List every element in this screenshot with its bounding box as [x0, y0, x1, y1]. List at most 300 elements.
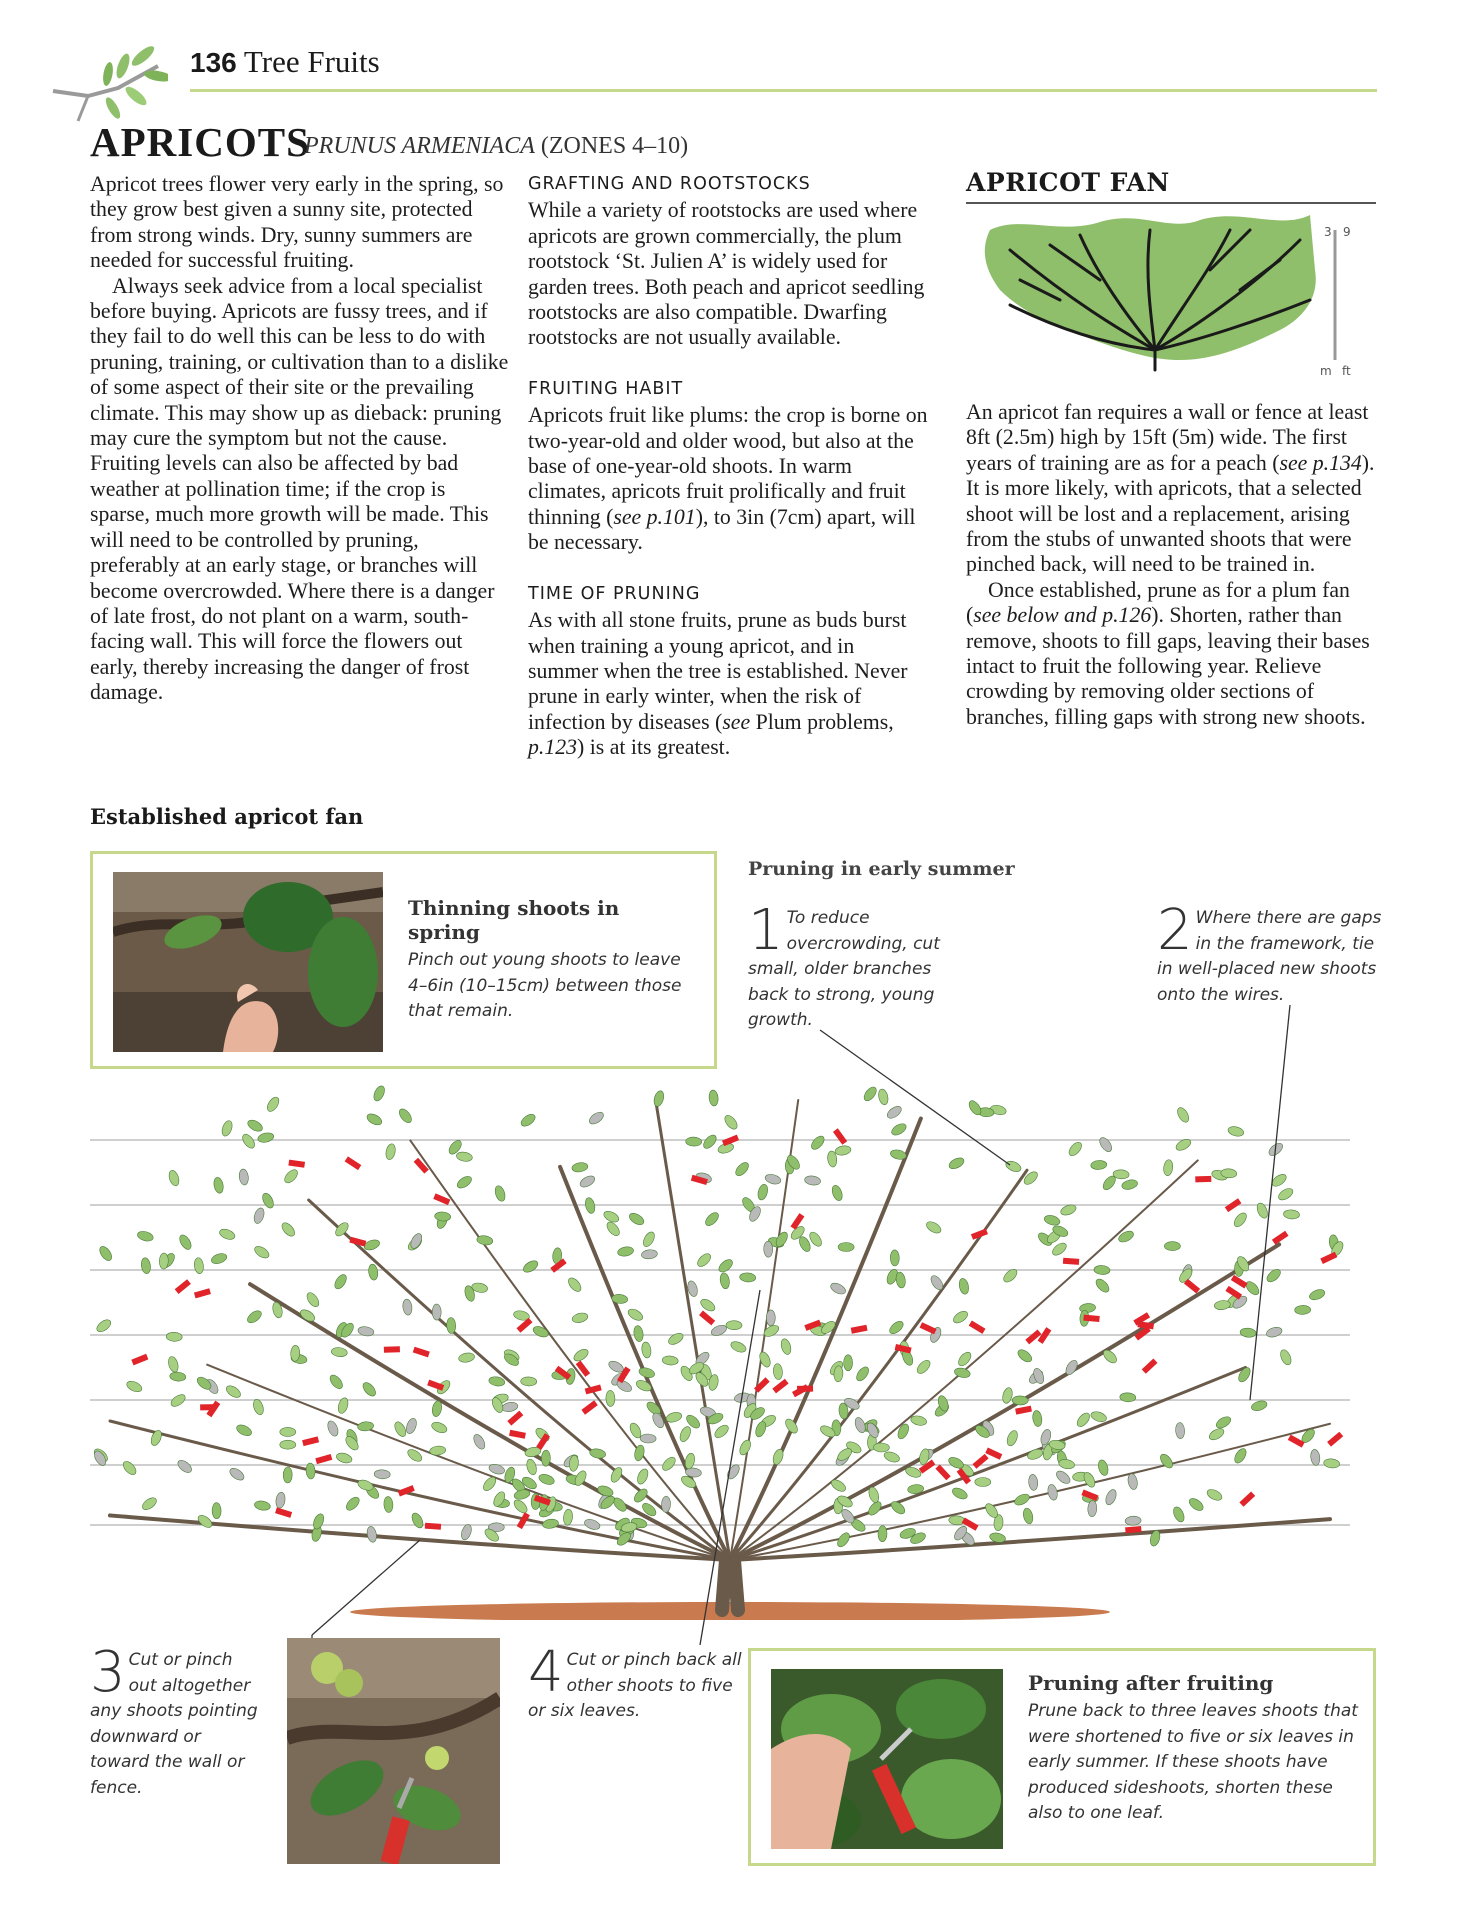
leaf [1050, 1241, 1068, 1258]
leaf [739, 1272, 756, 1282]
leaf [95, 1317, 113, 1334]
cut-mark [576, 1361, 590, 1377]
leaf [652, 1090, 665, 1108]
thinning-box [90, 851, 717, 1069]
step-2-text: Where there are gaps in the framework, tie in well-placed new shoots onto the wires. [1157, 908, 1382, 1005]
leaf [121, 1459, 138, 1477]
leaf [254, 1500, 271, 1512]
leaf [392, 1420, 408, 1438]
leaf [854, 1365, 871, 1383]
cut-mark [414, 1158, 429, 1174]
leaf [756, 1183, 769, 1201]
leaf [885, 1104, 903, 1121]
leaf [1308, 1288, 1326, 1302]
leaf [661, 1496, 671, 1512]
pruning-time-text: As with all stone fruits, prune as buds burst when training a young apricot, and in summer when the tree is established. Never prune in early winter, when the risk of infection by diseases (see Plum problems, p.123) is at its greatest. [528, 608, 908, 760]
leaf [245, 1308, 263, 1325]
fruiting-heading: FRUITING HABIT [528, 378, 684, 399]
cut-mark [969, 1321, 986, 1334]
thinning-photo [113, 872, 383, 1052]
leaf [1232, 1447, 1248, 1465]
leaf [532, 1324, 550, 1339]
leaf [662, 1355, 679, 1365]
leaf [915, 1358, 933, 1376]
branch [560, 1167, 730, 1560]
step-2 [1157, 898, 1382, 1008]
leaf [328, 1373, 345, 1391]
leaf [1295, 1305, 1311, 1315]
leaf [1001, 1387, 1014, 1405]
thinning-text: Pinch out young shoots to leave 4–6in (10–15cm) between those that remain. [408, 950, 682, 1021]
pruning-time-reference: p.123 [528, 735, 578, 760]
leaf [402, 1299, 413, 1316]
leaf [738, 1438, 753, 1456]
practice-column [528, 172, 928, 761]
leaf [1028, 1474, 1039, 1491]
leaf [280, 1440, 296, 1449]
step-1-number: 1 [748, 898, 784, 963]
leaf [460, 1523, 474, 1541]
leaf [773, 1363, 783, 1380]
leaf [627, 1211, 645, 1227]
cut-mark [425, 1523, 441, 1530]
intro-paragraph-2: Always seek advice from a local specialist before buying. Apricots are fussy trees, and if they fail to do well this can be less to do with pruning, training, or cultivation than to a dislike of some aspect of their site or the prevailing climate. This may show up as dieback: pruning may cure the symptom but not the cause. Fruiting levels can also be affected by bad weather at pollination time; if the crop is sparse, much more growth will be made. This will need to be controlled by pruning, preferably at an early stage, or branches will become overcrowded. Where there is a danger of late frost, do not plant on a warm, south-facing wall. This will force the flowers out early, thereby increasing the danger of frost damage. [90, 273, 509, 705]
thinning-title: Thinning shoots in spring [408, 896, 620, 944]
page-header [190, 44, 380, 80]
summer-heading: Pruning in early summer [748, 858, 1015, 880]
leaf [1022, 1507, 1034, 1525]
leaf [166, 1332, 182, 1342]
fan-paragraph-2: Once established, prune as for a plum fan (see below and p.126). Shorten, rather than remove, shoots to fill gaps, leaving their bases intact to fruit the following year. Relieve crowding by removing older sections of branches, filling gaps with strong new shoots. [966, 577, 1370, 729]
leaf [1278, 1348, 1293, 1366]
leaf [240, 1132, 257, 1150]
leaf [228, 1466, 246, 1483]
leaf [1214, 1300, 1231, 1311]
leaf [1232, 1211, 1249, 1229]
zones: (ZONES 4–10) [540, 133, 689, 159]
fruiting-text: Apricots fruit like plums: the crop is borne on two-year-old and older wood, but also at the base of one-year-old shoots. In warm climates, apricots fruit prolifically and fruit thinning (see p.101), to 3in (7cm) apart, will be necessary. [528, 403, 928, 555]
cut-mark [833, 1128, 847, 1144]
step-4-number: 4 [528, 1640, 564, 1705]
after-fruiting-title: Pruning after fruiting [1028, 1671, 1274, 1695]
leaf [430, 1420, 448, 1434]
header-rule [190, 89, 1377, 92]
leaf [368, 1264, 379, 1281]
leaf [212, 1503, 221, 1519]
leaf [809, 1134, 826, 1152]
after-fruiting-box [748, 1648, 1376, 1866]
leaf [877, 1088, 889, 1106]
leaf [372, 1084, 387, 1102]
leaf [1013, 1492, 1031, 1507]
leaf [951, 1309, 969, 1325]
leaf [311, 1512, 325, 1530]
cut-mark [1327, 1432, 1343, 1447]
cut-mark [345, 1156, 362, 1170]
step-3-number: 3 [90, 1640, 126, 1705]
leaf [1164, 1242, 1180, 1251]
leaf [713, 1423, 731, 1440]
leaf [584, 1197, 597, 1215]
cut-mark [920, 1322, 937, 1334]
leaf [501, 1401, 518, 1413]
leaf [238, 1169, 249, 1186]
leaf [695, 1251, 713, 1269]
cut-mark [1320, 1252, 1337, 1264]
scale-ft-value: 9 [1343, 225, 1351, 239]
leaf [605, 1220, 622, 1238]
leaf [305, 1291, 322, 1309]
leaf [779, 1338, 792, 1356]
leaf [844, 1355, 853, 1371]
leaf [1163, 1159, 1174, 1176]
leaf [910, 1415, 928, 1427]
intro-column [90, 172, 510, 706]
leaf [947, 1156, 965, 1171]
branch [410, 1141, 730, 1560]
leaf [578, 1174, 596, 1190]
leaf [887, 1319, 905, 1336]
leaf [764, 1173, 782, 1186]
leaf [220, 1119, 234, 1137]
cut-mark [973, 1454, 989, 1469]
leaf [1240, 1327, 1257, 1338]
leaf [883, 1450, 901, 1464]
leaf [1091, 1160, 1108, 1170]
leaf [224, 1383, 242, 1399]
leaf [1005, 1429, 1019, 1447]
leaf [640, 1434, 656, 1444]
leaf [404, 1417, 418, 1435]
leaf [626, 1307, 644, 1323]
leaf [1265, 1326, 1283, 1339]
leaf [1323, 1458, 1340, 1469]
leaf [583, 1518, 601, 1532]
leaf [606, 1390, 616, 1406]
after-fruiting-text: Prune back to three leaves shoots that were shortened to five or six leaves in early summer. If these shoots have produced sideshoots, shorten these also to one leaf. [1028, 1701, 1358, 1823]
fan-paragraph-1: An apricot fan requires a wall or fence at least 8ft (2.5m) high by 15ft (5m) wide. The first years of training are as for a peach (see p.134). It is more likely, with apricots, that a selected shoot will be lost and a replacement, arising from the stubs of unwanted shoots that were pinched back, will need to be trained in. [966, 400, 1375, 577]
branch [730, 1119, 921, 1560]
cut-mark [302, 1436, 319, 1446]
leaf [434, 1211, 451, 1221]
leaf [167, 1169, 181, 1187]
leaf [167, 1355, 180, 1373]
leaf [383, 1496, 393, 1513]
leaf [538, 1472, 556, 1486]
leaf [326, 1419, 340, 1437]
leaf [335, 1451, 353, 1464]
leaf [641, 1249, 658, 1260]
leaf [1004, 1159, 1022, 1174]
leaf [1104, 1488, 1119, 1506]
leaf [862, 1085, 879, 1103]
cut-mark [315, 1454, 332, 1464]
step-4 [528, 1640, 743, 1725]
step-2-number: 2 [1157, 898, 1193, 963]
leaf [1255, 1201, 1270, 1219]
leaf [218, 1227, 236, 1241]
leaf [1087, 1500, 1097, 1516]
leaf [1097, 1135, 1114, 1153]
fan-heading: APRICOT FAN [966, 168, 1170, 197]
leaf [169, 1371, 186, 1381]
leaf [521, 1377, 537, 1387]
leaf [471, 1433, 487, 1451]
leaf [541, 1450, 550, 1466]
leaf [432, 1304, 441, 1320]
step-1 [748, 898, 948, 1034]
leaf [193, 1257, 204, 1274]
leaf [521, 1258, 539, 1274]
leaf [512, 1498, 530, 1516]
leaf [1236, 1366, 1252, 1384]
leaf [896, 1422, 911, 1440]
leaf [733, 1160, 750, 1178]
section-title: Tree Fruits [243, 44, 380, 79]
leaf [542, 1518, 559, 1529]
leaf [1094, 1265, 1111, 1275]
leaf [766, 1310, 775, 1326]
leaf [275, 1492, 286, 1509]
leaf [210, 1252, 228, 1266]
cut-mark [1025, 1330, 1041, 1345]
leaf [140, 1257, 151, 1274]
leaf [708, 1090, 719, 1107]
intro-paragraph-1: Apricot trees flower very early in the spring, so they grow best given a sunny site, protected from strong winds. Dry, sunny summers are needed for successful fruiting. [90, 172, 504, 273]
scale-m-value: 3 [1324, 225, 1332, 239]
leaf [829, 1281, 847, 1296]
leaf [366, 1526, 378, 1543]
leaf [838, 1242, 854, 1251]
established-fan-illustration [90, 1080, 1390, 1620]
leaf [1207, 1426, 1225, 1442]
cut-mark [1231, 1275, 1248, 1289]
leaf [925, 1219, 943, 1235]
leaf [363, 1238, 381, 1252]
leaf [332, 1273, 348, 1291]
leaf [878, 1526, 887, 1542]
scale-ft-unit: ft [1342, 364, 1351, 378]
leaf [455, 1174, 473, 1190]
cut-mark [1142, 1358, 1158, 1373]
leaf [829, 1477, 847, 1493]
leaf [385, 1143, 397, 1161]
leaf [699, 1297, 717, 1313]
leaf [361, 1380, 378, 1398]
scale-m-unit: m [1320, 364, 1332, 378]
leaf [458, 1352, 475, 1364]
leaf [159, 1253, 169, 1269]
leaf [1270, 1172, 1288, 1189]
leaf [1158, 1452, 1175, 1470]
leaf [1067, 1140, 1084, 1158]
leaf [235, 1423, 253, 1438]
pruning-time-heading: TIME OF PRUNING [528, 583, 701, 604]
leaf [365, 1112, 383, 1127]
leaf [1121, 1178, 1139, 1191]
step-3 [90, 1640, 265, 1801]
leaf [1054, 1469, 1072, 1486]
leaf [282, 1167, 300, 1185]
cut-mark [427, 1380, 444, 1391]
leaf [763, 1241, 773, 1257]
cut-mark [507, 1411, 523, 1426]
leaf [635, 1467, 650, 1485]
cut-mark [581, 1400, 597, 1414]
page-subtitle [304, 133, 688, 160]
leaf [429, 1445, 446, 1456]
cut-mark [1184, 1279, 1200, 1294]
leaf [1032, 1410, 1043, 1427]
latin-name: PRUNUS ARMENIACA [304, 133, 535, 159]
cut-mark [1288, 1435, 1305, 1448]
leaf [686, 1137, 702, 1147]
leaf [958, 1278, 970, 1296]
leaf [1043, 1214, 1061, 1227]
leaf [1214, 1414, 1232, 1430]
leaf [1171, 1505, 1186, 1523]
leaf [1094, 1277, 1112, 1295]
leaf [890, 1250, 899, 1266]
leaf [410, 1511, 425, 1529]
leaf [519, 1112, 537, 1129]
page-number: 136 [190, 47, 237, 78]
cut-mark [175, 1279, 191, 1294]
leaf [1227, 1125, 1245, 1138]
leaf [213, 1177, 225, 1194]
leaf [719, 1272, 730, 1289]
leaf [97, 1244, 114, 1262]
cut-mark [1239, 1491, 1255, 1506]
leaf [949, 1515, 966, 1525]
leaf [563, 1509, 574, 1526]
leaf [571, 1311, 589, 1324]
leaf [641, 1341, 652, 1358]
leaf [1125, 1516, 1141, 1526]
cut-mark [509, 1430, 526, 1439]
leaf [587, 1110, 605, 1127]
cutting-photo [287, 1638, 500, 1864]
leaf [1097, 1459, 1110, 1477]
leaf [678, 1425, 693, 1443]
leaf [176, 1458, 194, 1475]
after-fruiting-photo [771, 1669, 1003, 1849]
leaf [1175, 1422, 1185, 1439]
cut-mark [1272, 1231, 1289, 1245]
cut-mark [1063, 1258, 1079, 1265]
leaf [703, 1210, 721, 1228]
cut-mark [288, 1160, 305, 1168]
leaf [571, 1162, 588, 1173]
leaf [1277, 1186, 1295, 1202]
leaf [617, 1246, 634, 1258]
leaf [374, 1469, 390, 1479]
fan-rule [966, 202, 1376, 204]
leaf [169, 1392, 187, 1409]
leaf [1250, 1399, 1268, 1412]
fan-diagram [980, 210, 1380, 380]
cut-mark [1195, 1176, 1211, 1183]
step-3-text: Cut or pinch out altogether any shoots pointing downward or toward the wall or fence. [90, 1650, 258, 1798]
leaf [1283, 1209, 1300, 1219]
leaf [717, 1257, 735, 1274]
leaf [1046, 1483, 1058, 1501]
leaf [641, 1230, 657, 1248]
leaf [525, 1458, 538, 1476]
grafting-text: While a variety of rootstocks are used where apricots are grown commercially, the plum rootstock ‘St. Julien A’ is widely used for garden trees. Both peach and apricot seedling rootstocks are also compatible. Dwarfing rootstocks are not usually available. [528, 198, 925, 350]
cut-mark [413, 1347, 430, 1358]
leaf [260, 1191, 275, 1209]
leaf [253, 1244, 271, 1260]
cut-mark [851, 1325, 868, 1334]
leaf [873, 1443, 889, 1453]
leaf [246, 1118, 264, 1134]
leaf [660, 1455, 677, 1473]
leaf [283, 1467, 292, 1483]
cut-mark [772, 1379, 788, 1394]
step-4-text: Cut or pinch back all other shoots to five or six leaves. [528, 1650, 742, 1721]
leaf [265, 1095, 281, 1113]
leaf [397, 1107, 414, 1125]
leaf [1310, 1449, 1321, 1466]
leaf [1090, 1410, 1108, 1424]
leaf [446, 1317, 456, 1333]
fruiting-reference: see p.101 [613, 504, 696, 529]
leaf [1075, 1411, 1092, 1429]
leaf [140, 1495, 158, 1512]
fan-text [966, 400, 1376, 730]
leaf [726, 1321, 742, 1330]
leaf [1267, 1141, 1285, 1158]
leaf [729, 1340, 747, 1355]
leaf [177, 1233, 193, 1251]
leaf [667, 1331, 685, 1347]
leaf [456, 1151, 473, 1163]
leaf [975, 1477, 991, 1486]
leaf [257, 1132, 275, 1144]
leaf [280, 1427, 296, 1436]
leaf [136, 1230, 154, 1243]
leaf [1205, 1487, 1223, 1502]
leaf [633, 1325, 644, 1342]
cut-mark [699, 1311, 715, 1326]
leaf [280, 1221, 297, 1239]
leaf [834, 1145, 851, 1157]
page-title: APRICOTS [90, 119, 310, 165]
leaf [722, 1113, 739, 1131]
leaf [1244, 1279, 1261, 1297]
leaf [252, 1207, 266, 1225]
leaf [1187, 1496, 1205, 1513]
leaf [1016, 1347, 1034, 1364]
leaf [890, 1121, 908, 1137]
leaf [701, 1133, 718, 1151]
cut-mark [131, 1354, 148, 1366]
leaf [566, 1276, 583, 1294]
leaf [951, 1486, 969, 1501]
step-1-text: To reduce overcrowding, cut small, older branches back to strong, young growth. [748, 908, 940, 1030]
leaf [1012, 1396, 1028, 1405]
leaf [493, 1185, 507, 1203]
leaf [804, 1175, 821, 1186]
established-heading: Established apricot fan [90, 804, 364, 829]
cut-mark [275, 1507, 292, 1517]
grafting-heading: GRAFTING AND ROOTSTOCKS [528, 174, 811, 194]
soil [350, 1602, 1110, 1620]
leaf [572, 1347, 590, 1363]
cut-mark [384, 1346, 400, 1353]
leaf [1175, 1106, 1191, 1124]
